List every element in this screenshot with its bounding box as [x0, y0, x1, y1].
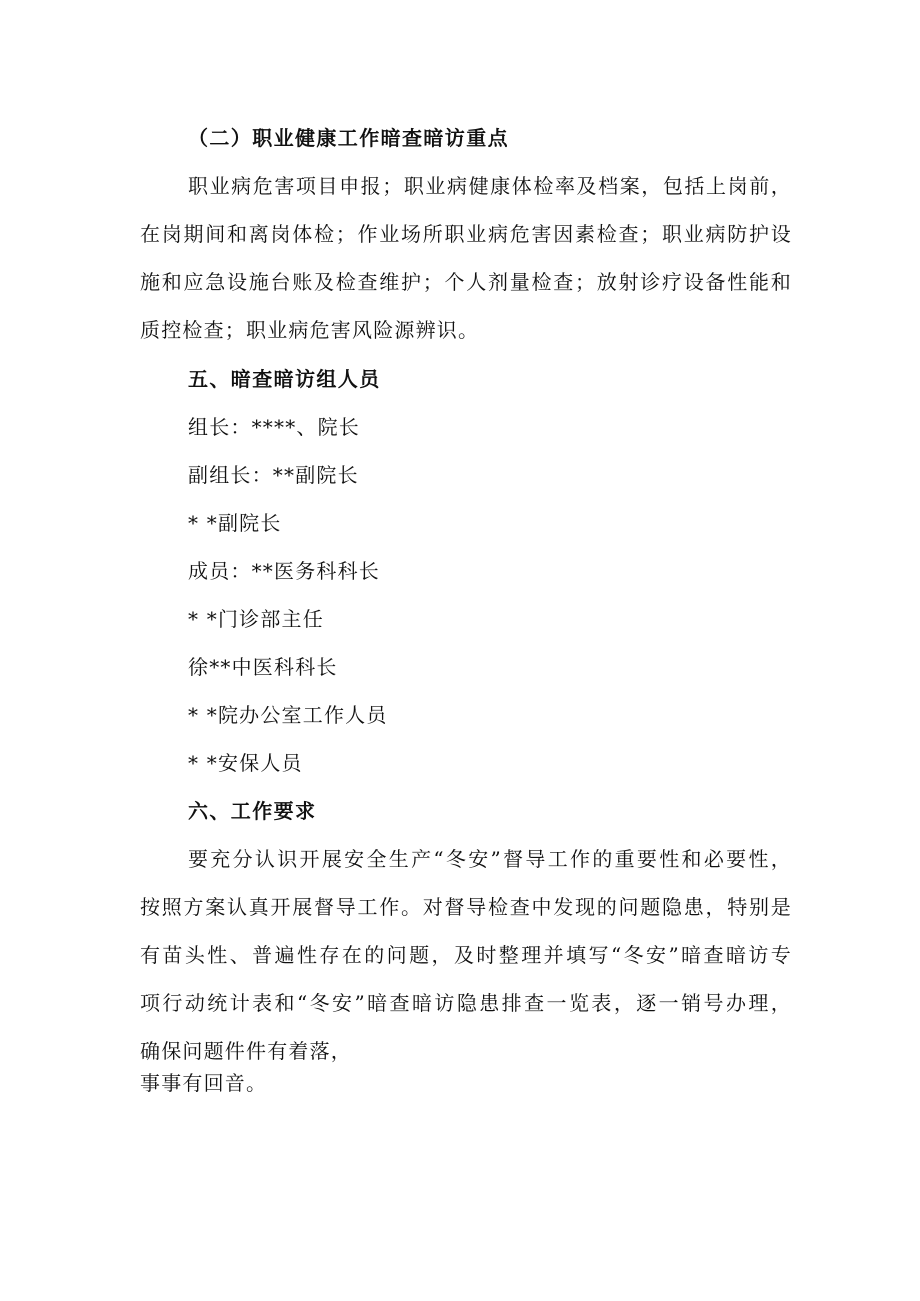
paragraph-line: 确保问题件件有着落，: [140, 1039, 352, 1063]
paragraph-line: 职业病危害项目申报；职业病健康体检率及档案，包括上岗前，: [188, 174, 792, 198]
team-member: * *门诊部主任: [188, 607, 324, 631]
team-member: * *院办公室工作人员: [188, 703, 388, 727]
section-heading-occupational-health: （二）职业健康工作暗查暗访重点: [188, 126, 509, 150]
team-member: 副组长：**副院长: [188, 463, 359, 487]
paragraph-line: 要充分认识开展安全生产“冬安”督导工作的重要性和必要性，: [188, 847, 792, 871]
paragraph-line: 按照方案认真开展督导工作。对督导检查中发现的问题隐患，特别是: [140, 895, 792, 919]
team-member: 组长：****、院长: [188, 415, 360, 439]
paragraph-line: 施和应急设施台账及检查维护；个人剂量检查；放射诊疗设备性能和: [140, 270, 792, 294]
team-member: * *副院长: [188, 511, 282, 535]
paragraph-line: 在岗期间和离岗体检；作业场所职业病危害因素检查；职业病防护设: [140, 222, 792, 246]
section-heading-requirements: 六、工作要求: [188, 799, 317, 823]
paragraph-line: 质控检查；职业病危害风险源辨识。: [140, 318, 480, 342]
paragraph-line: 有苗头性、普遍性存在的问题，及时整理并填写“冬安”暗查暗访专: [140, 943, 792, 967]
paragraph-line: 项行动统计表和“冬安”暗查暗访隐患排查一览表，逐一销号办理，: [140, 991, 792, 1015]
team-member: 徐**中医科科长: [188, 655, 338, 679]
team-member: * *安保人员: [188, 751, 303, 775]
paragraph-line: 事事有回音。: [140, 1071, 268, 1095]
section-heading-team: 五、暗查暗访组人员: [188, 367, 381, 391]
team-member: 成员：**医务科科长: [188, 559, 380, 583]
